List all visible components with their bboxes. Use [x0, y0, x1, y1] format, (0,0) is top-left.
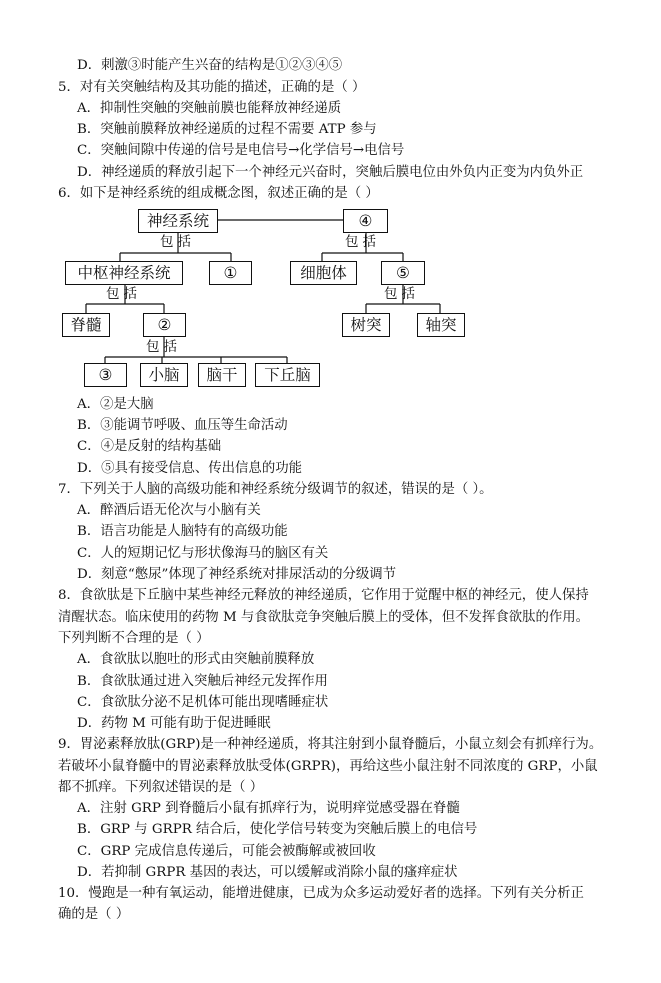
q8-option-a: A．食欲肽以胞吐的形式由突触前膜释放: [77, 652, 315, 667]
q5-option-c: C．突触间隙中传递的信号是电信号→化学信号→电信号: [77, 143, 405, 158]
q5-stem: 5．对有关突触结构及其功能的描述，正确的是（ ）: [58, 80, 366, 95]
q8-stem-line3: 下列判断不合理的是（ ）: [58, 631, 210, 646]
q7-option-d: D．刻意“憋尿”体现了神经系统对排尿活动的分级调节: [77, 567, 397, 582]
q5-option-d: D．神经递质的释放引起下一个神经元兴奋时，突触后膜电位由外负内正变为内负外正: [77, 165, 584, 180]
node-cns: 中枢神经系统: [65, 261, 183, 285]
node-brainstem: 脑干: [198, 363, 246, 387]
q10-stem-line2: 确的是（ ）: [58, 907, 130, 922]
q7-option-b: B．语言功能是人脑特有的高级功能: [77, 524, 288, 539]
include-label: 包括: [146, 339, 181, 355]
q9-option-d: D．若抑制 GRPR 基因的表达，可以缓解或消除小鼠的瘙痒症状: [77, 865, 458, 880]
node-spinal-cord: 脊髓: [62, 313, 110, 337]
q8-stem-line1: 8．食欲肽是下丘脑中某些神经元释放的神经递质，它作用于觉醒中枢的神经元，使人保持: [58, 588, 589, 603]
q7-stem: 7．下列关于人脑的高级功能和神经系统分级调节的叙述，错误的是（ ）。: [58, 482, 493, 497]
node-2: ②: [143, 313, 186, 337]
q6-stem: 6．如下是神经系统的组成概念图，叙述正确的是（ ）: [58, 186, 379, 201]
q7-option-a: A．醉酒后语无伦次与小脑有关: [77, 503, 261, 518]
q8-option-b: B．食欲肽通过进入突触后神经元发挥作用: [77, 674, 328, 689]
q9-option-a: A．注射 GRP 到脊髓后小鼠有抓痒行为，说明痒觉感受器在脊髓: [77, 801, 460, 816]
node-cell-body: 细胞体: [290, 261, 357, 285]
q10-stem-line1: 10．慢跑是一种有氧运动，能增进健康，已成为众多运动爱好者的选择。下列有关分析正: [58, 886, 584, 901]
q5-option-b: B．突触前膜释放神经递质的过程不需要 ATP 参与: [77, 122, 377, 137]
q8-stem-line2: 清醒状态。临床使用的药物 M 与食欲肽竞争突触后膜上的受体，但不发挥食欲肽的作用。: [58, 610, 590, 625]
q4-option-d: D．刺激③时能产生兴奋的结构是①②③④⑤: [77, 58, 343, 73]
q9-stem-line3: 都不抓痒。下列叙述错误的是（ ）: [58, 780, 264, 795]
node-3: ③: [84, 363, 127, 387]
include-label: 包括: [106, 286, 141, 302]
include-label: 包括: [160, 234, 195, 250]
q5-option-a: A．抑制性突触的突触前膜也能释放神经递质: [77, 101, 342, 116]
node-hypothalamus: 下丘脑: [255, 363, 320, 387]
include-label: 包括: [345, 234, 380, 250]
q9-stem-line1: 9．胃泌素释放肽(GRP)是一种神经递质，将其注射到小鼠脊髓后，小鼠立刻会有抓痒行为。: [58, 737, 603, 752]
node-axon: 轴突: [417, 313, 465, 337]
q6-option-b: B．③能调节呼吸、血压等生命活动: [77, 418, 288, 433]
node-4: ④: [343, 209, 388, 233]
q6-option-c: C．④是反射的结构基础: [77, 439, 222, 454]
include-label: 包括: [384, 286, 419, 302]
diagram-connectors: [0, 0, 661, 400]
q9-option-b: B．GRP 与 GRPR 结合后，使化学信号转变为突触后膜上的电信号: [77, 822, 478, 837]
q8-option-c: C．食欲肽分泌不足机体可能出现嗜睡症状: [77, 695, 329, 710]
node-cerebellum: 小脑: [140, 363, 188, 387]
q7-option-c: C．人的短期记忆与形状像海马的脑区有关: [77, 546, 329, 561]
q8-option-d: D．药物 M 可能有助于促进睡眠: [77, 716, 271, 731]
node-dendrite: 树突: [342, 313, 390, 337]
node-5: ⑤: [381, 261, 425, 285]
q9-stem-line2: 若破坏小鼠脊髓中的胃泌素释放肽受体(GRPR)，再给这些小鼠注射不同浓度的 GRP，小鼠: [58, 759, 598, 774]
q6-option-d: D．⑤具有接受信息、传出信息的功能: [77, 461, 302, 476]
q6-option-a: A．②是大脑: [77, 397, 154, 412]
node-nervous-system: 神经系统: [138, 209, 218, 233]
q9-option-c: C．GRP 完成信息传递后，可能会被酶解或被回收: [77, 844, 376, 859]
node-1: ①: [209, 261, 252, 285]
